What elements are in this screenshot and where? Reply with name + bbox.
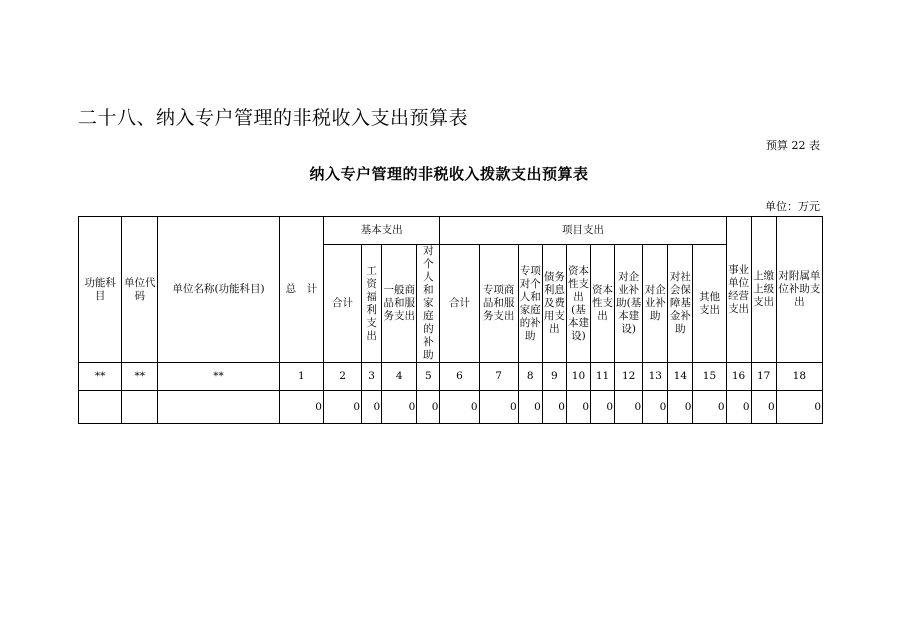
data-cell [158,391,279,424]
column-number-cell: 11 [591,363,615,391]
data-row [79,391,823,424]
column-number-cell: ** [158,363,279,391]
data-cell: 0 [518,391,542,424]
data-cell: 0 [440,391,479,424]
header-project-expenditure: 项目支出 [440,217,726,245]
header-project-personal-subsidy: 专项对个人和家庭的补助 [518,245,542,363]
column-number-cell: 4 [382,363,417,391]
header-subsidiary-subsidy: 对附属单位补助支出 [776,217,822,363]
header-function-subject: 功能科目 [79,217,122,363]
table-number: 预算 22 表 [766,139,820,152]
column-number-cell: 12 [615,363,643,391]
header-project-debt-interest: 债务利息及费用支出 [542,245,566,363]
data-cell: 0 [615,391,643,424]
column-number-cell: 3 [362,363,382,391]
header-basic-personal-subsidy: 对个人和家庭的补助 [417,245,440,363]
header-basic-goods-services: 一般商品和服务支出 [382,245,417,363]
data-cell: 0 [693,391,726,424]
data-cell: 0 [417,391,440,424]
header-project-goods-services: 专项商品和服务支出 [479,245,518,363]
column-number-cell: 6 [440,363,479,391]
header-remit-superior: 上缴上级支出 [751,217,776,363]
column-number-cell: 16 [726,363,751,391]
header-business-operation: 事业单位经营支出 [726,217,751,363]
column-number-cell: 14 [668,363,693,391]
column-number-cell: 2 [323,363,361,391]
column-number-cell: 5 [417,363,440,391]
data-cell: 0 [479,391,518,424]
data-cell: 0 [751,391,776,424]
data-cell: 0 [726,391,751,424]
header-unit-code: 单位代码 [122,217,158,363]
column-number-cell: 10 [566,363,590,391]
header-project-enterprise-subsidy: 对企业补助 [643,245,668,363]
header-group-row [79,217,823,245]
data-cell [122,391,158,424]
header-project-total: 合计 [440,245,479,363]
column-number-cell: 13 [643,363,668,391]
header-basic-wages: 工资福利支出 [362,245,382,363]
data-cell: 0 [542,391,566,424]
column-number-cell: 1 [279,363,323,391]
column-number-cell: 7 [479,363,518,391]
data-cell: 0 [382,391,417,424]
column-number-cell: 17 [751,363,776,391]
column-number-cell: 9 [542,363,566,391]
data-cell: 0 [362,391,382,424]
data-cell: 0 [279,391,323,424]
header-project-enterprise-construction: 对企业补助(基本建设) [615,245,643,363]
column-number-cell: ** [122,363,158,391]
column-number-row [79,363,823,391]
data-cell: 0 [776,391,822,424]
header-project-other: 其他支出 [693,245,726,363]
column-number-cell: 15 [693,363,726,391]
data-cell: 0 [643,391,668,424]
header-unit-name: 单位名称(功能科目) [158,217,279,363]
data-cell: 0 [668,391,693,424]
table-title: 纳入专户管理的非税收入拨款支出预算表 [309,165,589,183]
column-number-cell: 8 [518,363,542,391]
document-title: 二十八、纳入专户管理的非税收入支出预算表 [78,107,469,129]
data-cell: 0 [566,391,590,424]
data-cell [79,391,122,424]
column-number-cell: ** [79,363,122,391]
header-basic-total: 合计 [323,245,361,363]
header-basic-expenditure: 基本支出 [323,217,439,245]
data-cell: 0 [591,391,615,424]
column-number-cell: 18 [776,363,822,391]
header-total: 总 计 [279,217,323,363]
header-project-capital: 资本性支出 [591,245,615,363]
data-cell: 0 [323,391,361,424]
budget-table [78,216,823,424]
header-project-capital-construction: 资本性支出(基本建设) [566,245,590,363]
header-project-social-security: 对社会保障基金补助 [668,245,693,363]
unit-label: 单位：万元 [765,200,820,213]
